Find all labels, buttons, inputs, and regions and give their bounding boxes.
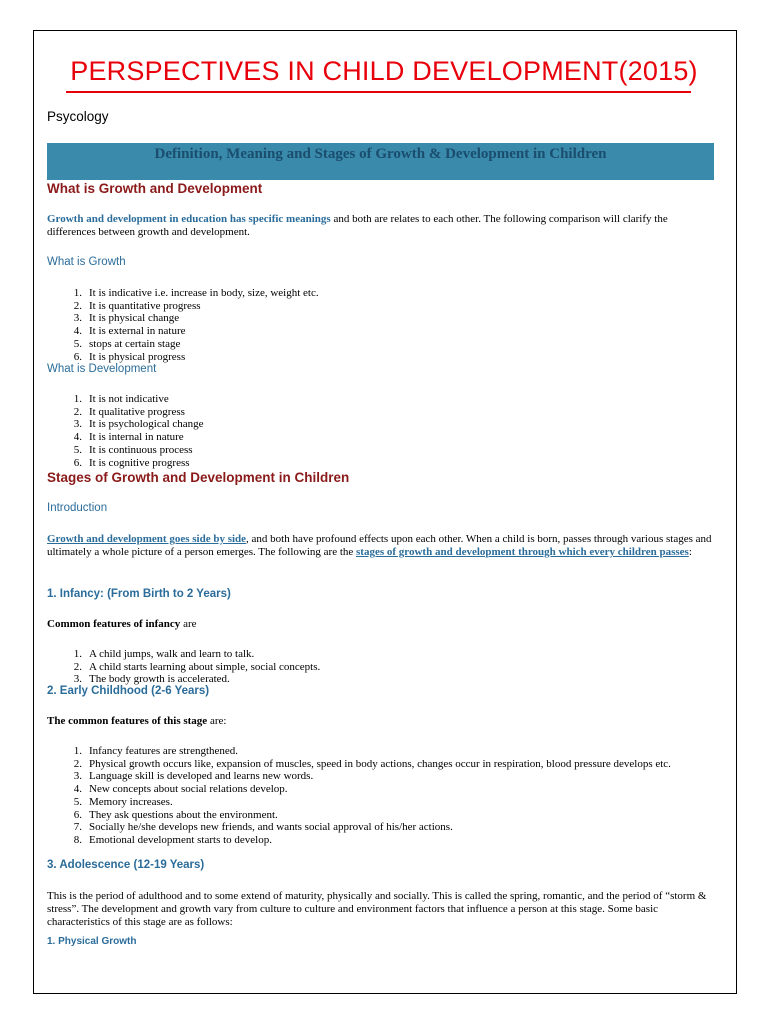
development-list [62,393,204,469]
list-item: 4. It is external in nature [73,325,186,338]
infancy-list [62,648,320,686]
stages-intro-paragraph: Growth and development goes side by side, and both have profound effects upon each other. When a child is born, passes through various stages and ultimately a whole picture of a person emerges. The following are the stages of growth and development through which every children passes: [47,533,712,558]
growth-list [62,287,319,363]
list-item: 4. It is internal in nature [73,431,184,444]
adolescence-paragraph: This is the period of adulthood and to some extend of maturity, physically and socially. This is called the spring, romantic, and the period of “storm & stress”. The development and growth vary from culture to culture and environment factors that influence a person at this stage. Some basic characteristics of this stage are as follows: [47,890,707,928]
list-item: 6. It is cognitive progress [73,456,190,469]
list-item: 3. Language skill is developed and learns new words. [73,770,314,783]
heading-what-is-development: What is Development [47,363,157,375]
document-title: PERSPECTIVES IN CHILD DEVELOPMENT(2015) [70,56,698,86]
heading-what-is-growth: What is Growth [47,256,126,268]
early-features-line: The common features of this stage are: [47,715,227,727]
heading-adolescence: 3. Adolescence (12-19 Years) [47,859,205,871]
list-item: 3. It is psychological change [73,418,204,431]
intro-link[interactable]: Growth and development in education has specific meanings [47,213,331,225]
heading-physical-growth: 1. Physical Growth [47,936,137,947]
heading-stages: Stages of Growth and Development in Children [47,470,350,485]
early-childhood-list [62,745,712,847]
list-item: 8. Emotional development starts to develop. [73,833,272,846]
subject-label: Psycology [47,109,109,124]
list-item: 1. It is indicative i.e. increase in body, size, weight etc. [73,287,319,299]
list-item: 7. Socially he/she develops new friends, and wants social approval of his/her actions. [73,821,453,834]
stages-link[interactable]: stages of growth and development through which every children passes [356,546,689,558]
heading-growth-and-development: What is Growth and Development [47,181,263,196]
list-item: 2. It qualitative progress [73,405,185,418]
heading-infancy: 1. Infancy: (From Birth to 2 Years) [47,588,231,600]
banner-title: Definition, Meaning and Stages of Growth & Development in Children [154,146,607,162]
list-item: 2. It is quantitative progress [73,299,201,312]
list-item: 2. Physical growth occurs like, expansion of muscles, speed in body actions, changes occur in respiration, blood pressure develops etc. [73,757,671,770]
list-item: 6. It is physical progress [73,350,186,363]
list-item: 5. stops at certain stage [73,337,181,350]
list-item: 6. They ask questions about the environment. [73,808,278,821]
title-underline [66,91,691,93]
infancy-features-line: Common features of infancy are [47,618,197,630]
heading-introduction: Introduction [47,502,108,514]
heading-early-childhood: 2. Early Childhood (2-6 Years) [47,685,210,697]
list-item: 1. It is not indicative [73,393,169,405]
list-item: 4. New concepts about social relations develop. [73,783,288,796]
list-item: 3. The body growth is accelerated. [73,673,230,686]
list-item: 1. Infancy features are strengthened. [73,745,239,757]
side-by-side-link[interactable]: Growth and development goes side by side [47,533,247,545]
list-item: 2. A child starts learning about simple, social concepts. [73,660,321,673]
list-item: 5. Memory increases. [73,795,173,808]
intro-paragraph: Growth and development in education has specific meanings and both are relates to each other. The following comparison will clarify the differences between growth and development. [47,213,668,238]
section-banner [47,143,714,180]
list-item: 5. It is continuous process [73,443,193,456]
list-item: 1. A child jumps, walk and learn to talk. [73,648,255,660]
list-item: 3. It is physical change [73,312,180,325]
